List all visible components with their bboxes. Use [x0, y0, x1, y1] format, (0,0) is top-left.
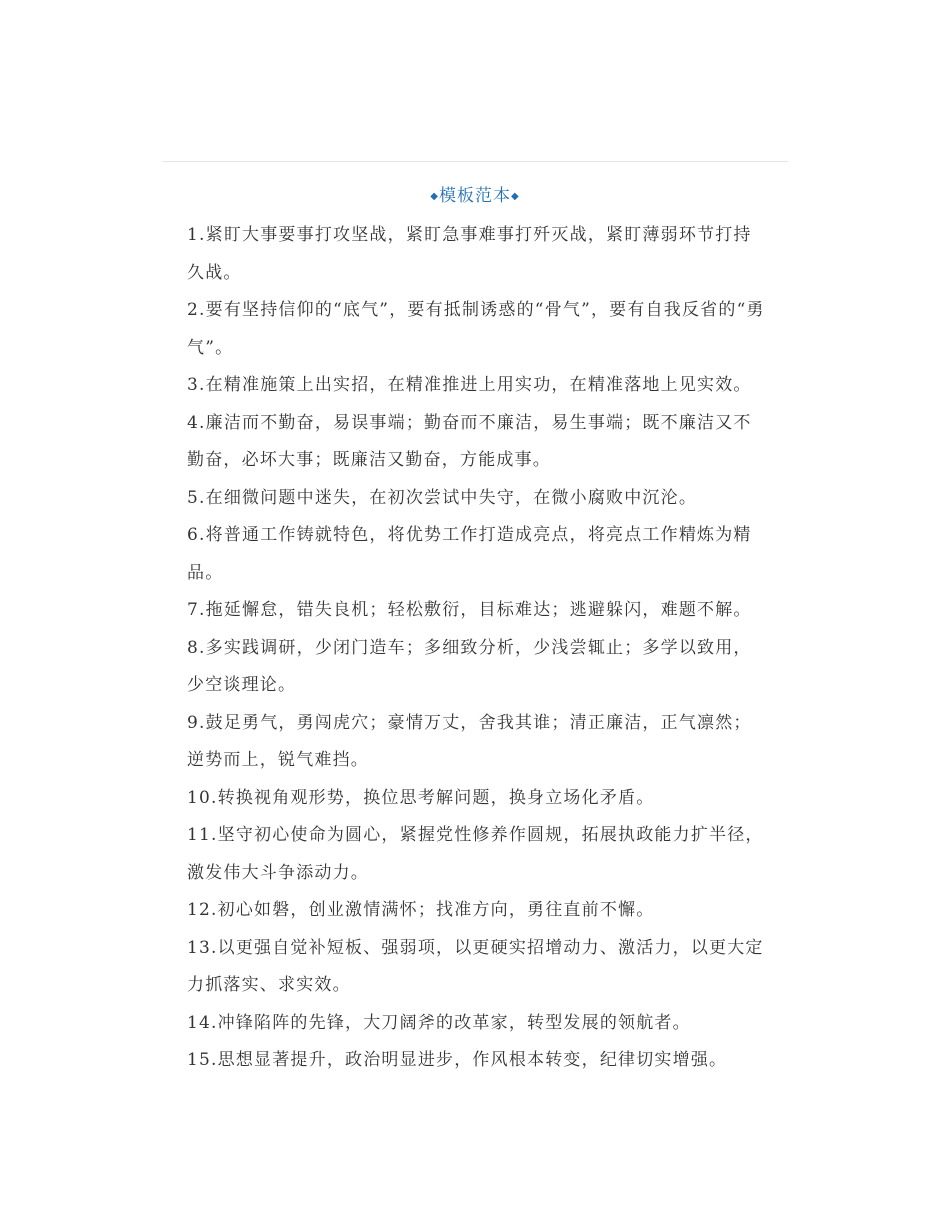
- diamond-right-icon: ◆: [511, 191, 520, 202]
- list-item: 14.冲锋陷阵的先锋，大刀阔斧的改革家，转型发展的领航者。: [187, 1012, 691, 1033]
- list-item: 7.拖延懈怠，错失良机；轻松敷衍，目标难达；逃避躲闪，难题不解。: [187, 600, 752, 620]
- list-item: 5.在细微问题中迷失，在初次尝试中失守，在微小腐败中沉沦。: [187, 487, 698, 508]
- section-title-text: 模板范本: [439, 186, 511, 206]
- list-item: 11.坚守初心使命为圆心，紧握党性修养作圆规，拓展执政能力扩半径，激发伟大斗争添动力。: [187, 825, 764, 883]
- list-item: 13.以更强自觉补短板、强弱项，以更硬实招增动力、激活力，以更大定力抓落实、求实效。: [187, 937, 764, 995]
- template-list: [187, 217, 767, 1080]
- list-item: 8.多实践调研，少闭门造车；多细致分析，少浅尝辄止；多学以致用，少空谈理论。: [187, 637, 752, 695]
- list-item: 3.在精准施策上出实招，在精准推进上用实功，在精准落地上见实效。: [187, 375, 752, 395]
- list-item: 1.紧盯大事要事打攻坚战，紧盯急事难事打歼灭战，紧盯薄弱环节打持久战。: [187, 225, 752, 283]
- list-item: 6.将普通工作铸就特色，将优势工作打造成亮点，将亮点工作精炼为精品。: [187, 525, 752, 583]
- diamond-left-icon: ◆: [430, 191, 439, 202]
- list-item: 2.要有坚持信仰的“底气”，要有抵制诱惑的“骨气”，要有自我反省的“勇气”。: [187, 300, 765, 358]
- list-item: 12.初心如磐，创业激情满怀；找准方向，勇往直前不懈。: [187, 900, 655, 920]
- list-item: 9.鼓足勇气，勇闯虎穴；豪情万丈，舍我其谁；清正廉洁，正气凛然；逆势而上，锐气难挡。: [187, 712, 752, 770]
- list-item: 15.思想显著提升，政治明显进步，作风根本转变，纪律切实增强。: [187, 1050, 728, 1070]
- list-item: 4.廉洁而不勤奋，易误事端；勤奋而不廉洁，易生事端；既不廉洁又不勤奋，必坏大事；既廉洁又勤奋，方能成事。: [187, 412, 752, 470]
- section-title: [162, 184, 788, 209]
- list-item: 10.转换视角观形势，换位思考解问题，换身立场化矛盾。: [187, 787, 655, 808]
- top-divider: [162, 161, 788, 162]
